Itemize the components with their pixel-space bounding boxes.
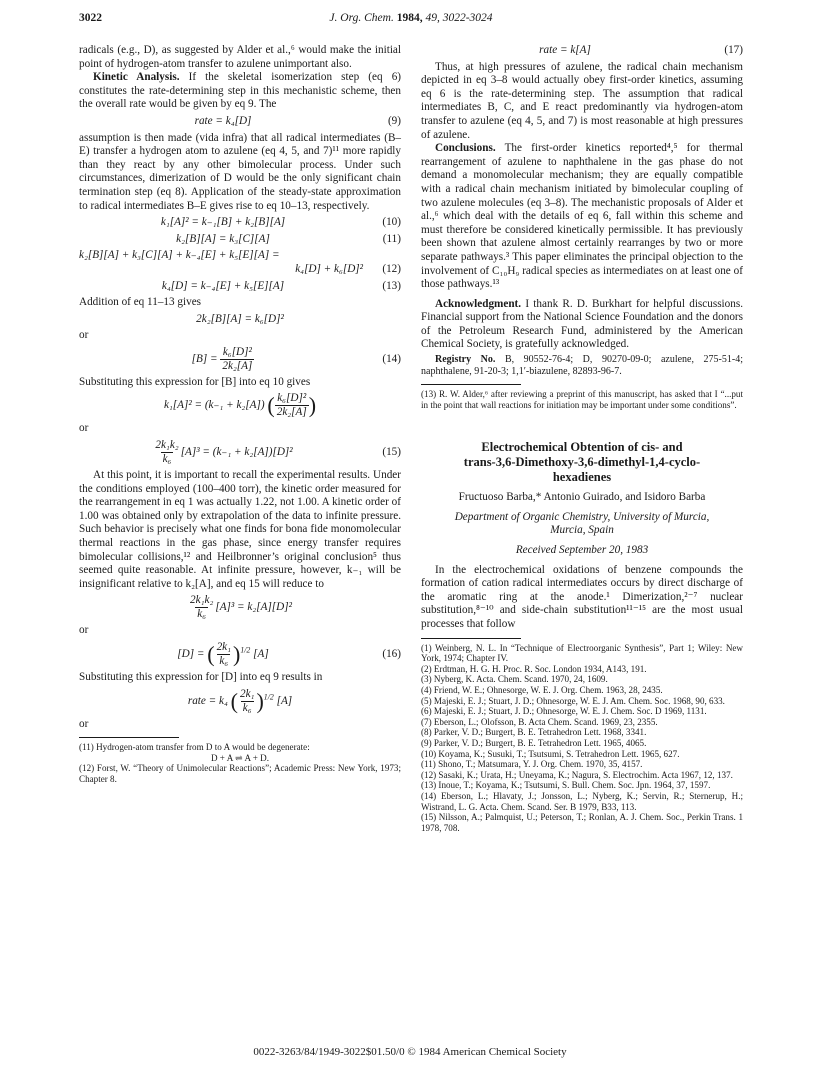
paragraph: Substituting this expression for [B] into eq 10 gives <box>79 375 311 388</box>
article-authors: Fructuoso Barba,* Antonio Guirado, and Isidoro Barba <box>458 491 706 504</box>
footnote-rule <box>79 737 179 738</box>
equation-9 <box>79 115 401 129</box>
footnote-13: (13) R. W. Alder,⁶ after reviewing a preprint of this manuscript, has asked that I “...put in the point that wall reactions for initiation may be important under some conditions”. <box>421 389 743 410</box>
footnote-11: (11) Hydrogen-atom transfer from D to A would be degenerate: <box>79 742 310 753</box>
paragraph: Thus, at high pressures of azulene, the radical chain mechanism depicted in eq 3–8 would actually obey first-order kinetics, assuming eq 6 is the rate-determining step. The assumption that radical intermediates B, C, and E react predominantly via hydrogen-atom transfer to azulene (eq 4, 5, and 7) is most reasonable at high pressures of azulene. <box>421 60 743 141</box>
reference-item: (12) Sasaki, K.; Urata, H.; Uneyama, K.; Nagura, S. Electrochim. Acta 1967, 12, 137. <box>421 769 733 780</box>
paragraph-acknowledgment: Acknowledgment. I thank R. D. Burkhart for helpful discussions. Financial support from the National Science Foundation and the donors of the Petroleum Research Fund, administered by the American Chemical Society, is gratefully acknowledged. <box>421 297 743 351</box>
conjunction: or <box>79 717 89 730</box>
equation-substituted: k₁[A]² = (k₋₁ + k₂[A]) ( $\frac{\text{k₆[D]²}}{\text{2k₂[A]}}$ ) <box>163 392 317 419</box>
paragraph: In the electrochemical oxidations of benzene compounds the formation of cation radical intermediates occurs by direct discharge of the aromatic ring at the anode.¹ Dimerization,²⁻⁷ nuclear substitution,⁸⁻¹⁰ and side-chain substitution¹¹⁻¹⁵ are the most usual processes that follow <box>421 563 743 630</box>
conjunction: or <box>79 422 89 435</box>
fraction: $\frac{\text{2k₁k₂}}{\text{k₆}}$ <box>190 594 214 621</box>
equation-10: k₁[A]² = k₋₁[B] + k₂[B][A] (10) <box>160 216 401 229</box>
equation-12-line2: k₄[D] + k₆[D]² (12) <box>295 262 401 275</box>
reference-item: (15) Nilsson, A.; Palmquist, U.; Peterson, T.; Ronlan, A. J. Chem. Soc., Perkin Trans. 1 1978, 708. <box>421 812 743 833</box>
journal-name: J. Org. Chem. <box>329 12 394 24</box>
page-number: 3022 <box>79 12 102 24</box>
right-column <box>421 44 743 833</box>
equation-number: (9) <box>387 114 401 127</box>
registry-numbers: Registry No. B, 90552-76-4; D, 90270-09-0; azulene, 275-51-4; naphthalene, 91-20-3; 1,1′-biazulene, 82893-96-7. <box>421 354 743 378</box>
fraction: $\frac{\text{2k₁k₂}}{\text{k₆}}$ <box>155 439 179 466</box>
reference-item: (5) Majeski, E. J.; Stuart, J. D.; Ohnesorge, W. E. J. Am. Chem. Soc. 1968, 90, 633. <box>421 695 725 706</box>
reference-list <box>421 643 743 834</box>
section-heading: Kinetic Analysis. <box>93 71 180 84</box>
conjunction: or <box>79 329 89 342</box>
equation-17: rate = k[A] (17) <box>539 44 743 56</box>
paragraph-kinetic-analysis: Kinetic Analysis. If the skeletal isomerization step (eq 6) constitutes the rate-determining step in this mechanistic scheme, then the overall rate would be given by eq 9. The <box>79 71 402 111</box>
reference-item: (7) Eberson, L.; Olofsson, B. Acta Chem. Scand. 1969, 23, 2355. <box>421 716 658 727</box>
conjunction: or <box>79 624 89 637</box>
equation-reduced: $\frac{\text{2k₁k₂}}{\text{k₆}}$ [A]³ = k₂[A][D]² <box>190 594 292 621</box>
footnote-12: (12) Forst, W. “Theory of Unimolecular Reactions”; Academic Press: New York, 1973; Chapter 8. <box>79 763 401 784</box>
equation-16: [D] = ( $\frac{\text{2k₁}}{\text{k₆}}$ )$^{1/2}$ [A] (16) <box>177 641 401 667</box>
reference-item: (4) Friend, W. E.; Ohnesorge, W. E. J. Org. Chem. 1963, 28, 2435. <box>421 684 663 695</box>
running-header <box>79 12 743 28</box>
fraction: $\frac{\text{2k₁}}{\text{k₆}}$ <box>216 641 232 667</box>
equation-text: rate = k₄[D] <box>194 114 252 127</box>
reference-item: (14) Eberson, L.; Hlavaty, J.; Jonsson, L.; Nyberg, K.; Servin, R.; Sternerup, H.; Wistrand, L. G. Acta. Chem. Scand. Ser. B 1979, B33, 113. <box>421 790 743 812</box>
footnote-11-equation: D + A ⇌ A + D. <box>210 752 270 763</box>
footnote-rule <box>421 384 521 385</box>
equation-addition: 2k₂[B][A] = k₆[D]² <box>196 312 284 325</box>
paragraph-conclusions: Conclusions. The first-order kinetics reported⁴,⁵ for thermal rearrangement of azulene to naphthalene in the gas phase do not demand a monomolecular mechanism; they are equally compatible with a radical chain mechanism initiated by bimolecular coupling of two azulene molecules (eq 3–8). The mechanistic proposals of Alder et al.,⁶ which deal with the details of eq 6, fall within this scheme and must therefore be considered kinetically permissible. It has previously been shown that azulene almost certainly rearranges by two or more separate pathways.³ This paper eliminates the principal objection to the involvement of C₁₀H₉ radical species as intermediates on at least one of those pathways.¹³ <box>421 142 743 291</box>
fraction: $\frac{\text{2k₁}}{\text{k₆}}$ <box>240 687 255 714</box>
article-title: Electrochemical Obtention of cis- and trans-3,6-Dimethoxy-3,6-dimethyl-1,4-cyclo- hexadienes <box>463 440 701 485</box>
equation-14: [B] = $\frac{\text{k₆[D]²}}{\text{2k₂[A]}}$ (14) <box>191 345 401 372</box>
paragraph: radicals (e.g., D), as suggested by Alder et al.,⁶ would make the initial point of hydrogen-atom transfer to azulene unimportant also. <box>79 44 401 70</box>
footnote-rule <box>421 638 521 639</box>
equation-rate: rate = k₄ ( $\frac{\text{2k₁}}{\text{k₆}}$ )$^{1/2}$ [A] <box>187 687 293 714</box>
paragraph: Addition of eq 11–13 gives <box>79 296 202 309</box>
reference-item: (2) Erdtman, H. G. H. Proc. R. Soc. London 1934, A143, 191. <box>421 663 647 674</box>
paragraph: Substituting this expression for [D] into eq 9 results in <box>79 671 323 683</box>
journal-citation <box>79 12 743 24</box>
paragraph: At this point, it is important to recall the experimental results. Under the conditions employed (100–400 torr), the kinetic order measured for the rearrangement in eq 1 was actually 1.22, not 1.00. A kinetic order of 1.00 was obtained only by extrapolation of the data to infinite pressure. Such behavior is precisely what one finds for bona fide monomolecular thermal reactions in the gas phase, since energy transfer requires bimolecular collisions,¹² and Heilbronner’s original conclusion⁵ thus seemed quite reasonable. At infinite pressure, however, k₋₁ will be insignificant relative to k₂[A], and eq 15 will reduce to <box>79 469 401 590</box>
equation-12-line1: k₂[B][A] + k₃[C][A] + k₋₄[E] + k₅[E][A] = <box>79 249 280 262</box>
reference-item: (6) Majeski, E. J.; Stuart, J. D.; Ohnesorge, W. E. J. Chem. Soc. D 1969, 1131. <box>421 706 707 717</box>
journal-pages: 3022-3024 <box>442 12 493 24</box>
left-column <box>79 44 401 785</box>
reference-item: (8) Parker, V. D.; Burgert, B. E. Tetrahedron Lett. 1968, 3341. <box>421 727 647 738</box>
fraction: $\frac{\text{k₆[D]²}}{\text{2k₂[A]}}$ <box>276 392 307 419</box>
journal-volume: 49, <box>425 12 440 24</box>
reference-item: (10) Koyama, K.; Susuki, T.; Tsutsumi, S. Tetrahedron Lett. 1965, 627. <box>421 748 680 759</box>
journal-year: 1984, <box>396 12 423 24</box>
reference-item: (11) Shono, T.; Matsumara, Y. J. Org. Chem. 1970, 35, 4157. <box>421 759 643 770</box>
fraction: $\frac{\text{k₆[D]²}}{\text{2k₂[A]}}$ <box>222 345 253 372</box>
section-heading: Conclusions. <box>435 142 496 155</box>
reference-item: (9) Parker, V. D.; Burgert, B. E. Tetrahedron Lett. 1965, 4065. <box>421 737 647 748</box>
received-date: Received September 20, 1983 <box>515 544 649 557</box>
reference-item: (1) Weinberg, N. L. In “Technique of Electroorganic Synthesis”, Part 1; Wiley: New York, 1974; Chapter IV. <box>421 642 743 664</box>
equation-13: k₄[D] = k₋₄[E] + k₅[E][A] (13) <box>161 279 401 292</box>
equation-11: k₂[B][A] = k₃[C][A] (11) <box>176 232 401 245</box>
paragraph: assumption is then made (vida infra) that all radical intermediates (B–E) transfer a hydrogen atom to azulene (eq 4, 5, and 7)¹¹ more rapidly than they react by any other bimolecular process. Under such circumstances, dimerization of D would be the only significant chain termination step (eq 8). Application of the steady-state approximation to radical intermediates B–E gives rise to eq 10–13, respectively. <box>79 131 401 212</box>
page-footer: 0022-3263/84/1949-3022$01.50/0 © 1984 American Chemical Society <box>253 1046 567 1058</box>
article-affiliation: Department of Organic Chemistry, University of Murcia, Murcia, Spain <box>454 510 710 537</box>
equation-15: $\frac{\text{2k₁k₂}}{\text{k₆}}$ [A]³ = (k₋₁ + k₂[A])[D]² (15) <box>155 439 401 466</box>
reference-item: (13) Inoue, T.; Koyama, K.; Tsutsumi, S. Bull. Chem. Soc. Jpn. 1964, 37, 1597. <box>421 780 711 791</box>
section-heading: Acknowledgment. <box>435 297 522 310</box>
reference-item: (3) Nyberg, K. Acta. Chem. Scand. 1970, 24, 1609. <box>421 674 608 685</box>
